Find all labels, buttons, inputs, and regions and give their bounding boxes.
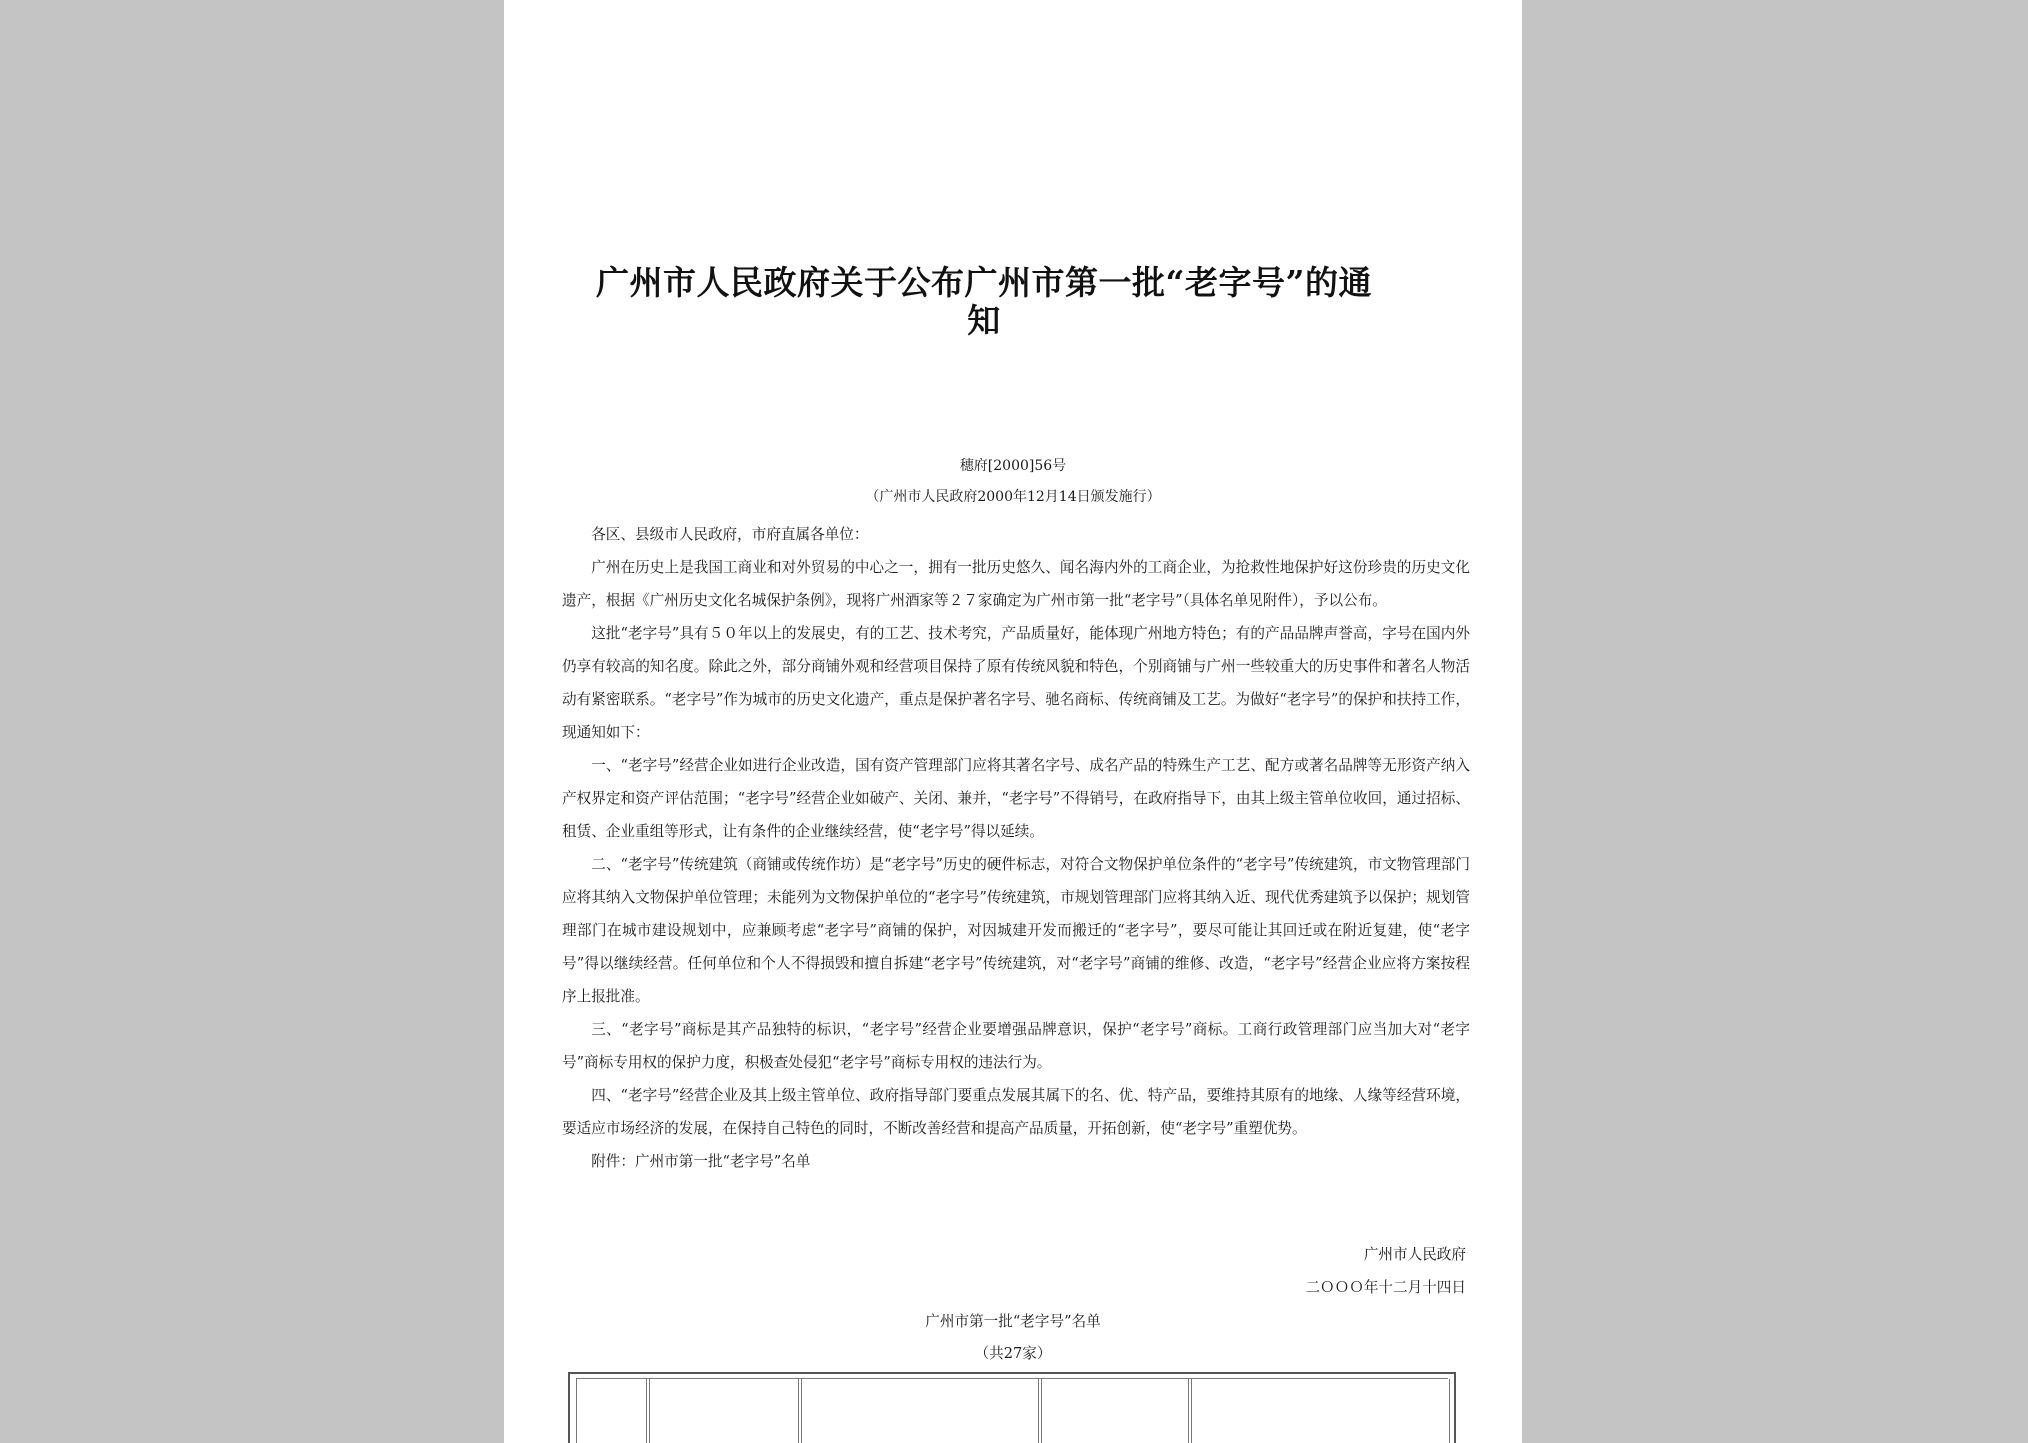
document-page — [504, 0, 1522, 1443]
table-column-divider — [1191, 1379, 1192, 1443]
list-count: （共27家） — [974, 1345, 1052, 1362]
table-column-divider — [801, 1379, 802, 1443]
signature-date: 二ＯＯＯ年十二月十四日 — [1305, 1279, 1466, 1296]
table-header-row — [576, 1378, 1448, 1443]
table-column-divider — [1041, 1379, 1042, 1443]
attachment-note: 附件：广州市第一批“老字号”名单 — [591, 1153, 811, 1170]
paragraph-item-1: 一、“老字号”经营企业如进行企业改造，国有资产管理部门应将其著名字号、成名产品的特殊生产工艺、配方或著名品牌等无形资产纳入产权界定和资产评估范围；“老字号”经营企业如破产、关闭、兼并，“老字号”不得销号，在政府指导下，由其上级主管单位收回，通过招标、租赁、企业重组等形式，让有条件的企业继续经营，使“老字号”得以延续。 — [562, 757, 1470, 840]
table-column-divider — [1188, 1379, 1189, 1443]
salutation: 各区、县级市人民政府，市府直属各单位： — [591, 526, 869, 543]
document-title: 广州市人民政府关于公布广州市第一批“老字号”的通知 — [596, 263, 1372, 340]
paragraph-item-3: 三、“老字号”商标是其产品独特的标识，“老字号”经营企业要增强品牌意识，保护“老字号”商标。工商行政管理部门应当加大对“老字号”商标专用权的保护力度，积极查处侵犯“老字号”商标专用权的违法行为。 — [562, 1021, 1470, 1071]
list-title: 广州市第一批“老字号”名单 — [925, 1313, 1101, 1330]
paragraph-item-4: 四、“老字号”经营企业及其上级主管单位、政府指导部门要重点发展其属下的名、优、特产品，要维持其原有的地缘、人缘等经营环境，要适应市场经济的发展，在保持自己特色的同时，不断改善经营和提高产品质量，开拓创新，使“老字号”重塑优势。 — [562, 1087, 1470, 1137]
paragraph-intro: 广州在历史上是我国工商业和对外贸易的中心之一，拥有一批历史悠久、闻名海内外的工商企业，为抢救性地保护好这份珍贵的历史文化遗产，根据《广州历史文化名城保护条例》，现将广州酒家等２７家确定为广州市第一批“老字号”（具体名单见附件），予以公布。 — [562, 559, 1470, 609]
name-list-table — [568, 1372, 1456, 1443]
table-column-divider — [1038, 1379, 1039, 1443]
document-body — [562, 518, 1470, 1178]
paragraph-background: 这批“老字号”具有５０年以上的发展史，有的工艺、技术考究，产品质量好，能体现广州地方特色；有的产品品牌声誉高，字号在国内外仍享有较高的知名度。除此之外，部分商铺外观和经营项目保持了原有传统风貌和特色，个别商铺与广州一些较重大的历史事件和著名人物活动有紧密联系。“老字号”作为城市的历史文化遗产，重点是保护著名字号、驰名商标、传统商铺及工艺。为做好“老字号”的保护和扶持工作，现通知如下： — [562, 625, 1470, 741]
table-column-divider — [646, 1379, 647, 1443]
issue-note: （广州市人民政府2000年12月14日颁发施行） — [865, 489, 1161, 505]
paragraph-item-2: 二、“老字号”传统建筑（商铺或传统作坊）是“老字号”历史的硬件标志，对符合文物保护单位条件的“老字号”传统建筑，市文物管理部门应将其纳入文物保护单位管理；未能列为文物保护单位的“老字号”传统建筑，市规划管理部门应将其纳入近、现代优秀建筑予以保护；规划管理部门在城市建设规划中，应兼顾考虑“老字号”商铺的保护，对因城建开发而搬迁的“老字号”，要尽可能让其回迁或在附近复建，使“老字号”得以继续经营。任何单位和个人不得损毁和擅自拆建“老字号”传统建筑，对“老字号”商铺的维修、改造，“老字号”经营企业应将方案按程序上报批准。 — [562, 856, 1470, 1005]
document-number: 穗府[2000]56号 — [959, 458, 1067, 474]
signatory: 广州市人民政府 — [1363, 1246, 1466, 1263]
table-column-divider — [798, 1379, 799, 1443]
table-column-divider — [576, 1379, 577, 1443]
table-column-divider — [1449, 1379, 1450, 1443]
table-column-divider — [649, 1379, 650, 1443]
